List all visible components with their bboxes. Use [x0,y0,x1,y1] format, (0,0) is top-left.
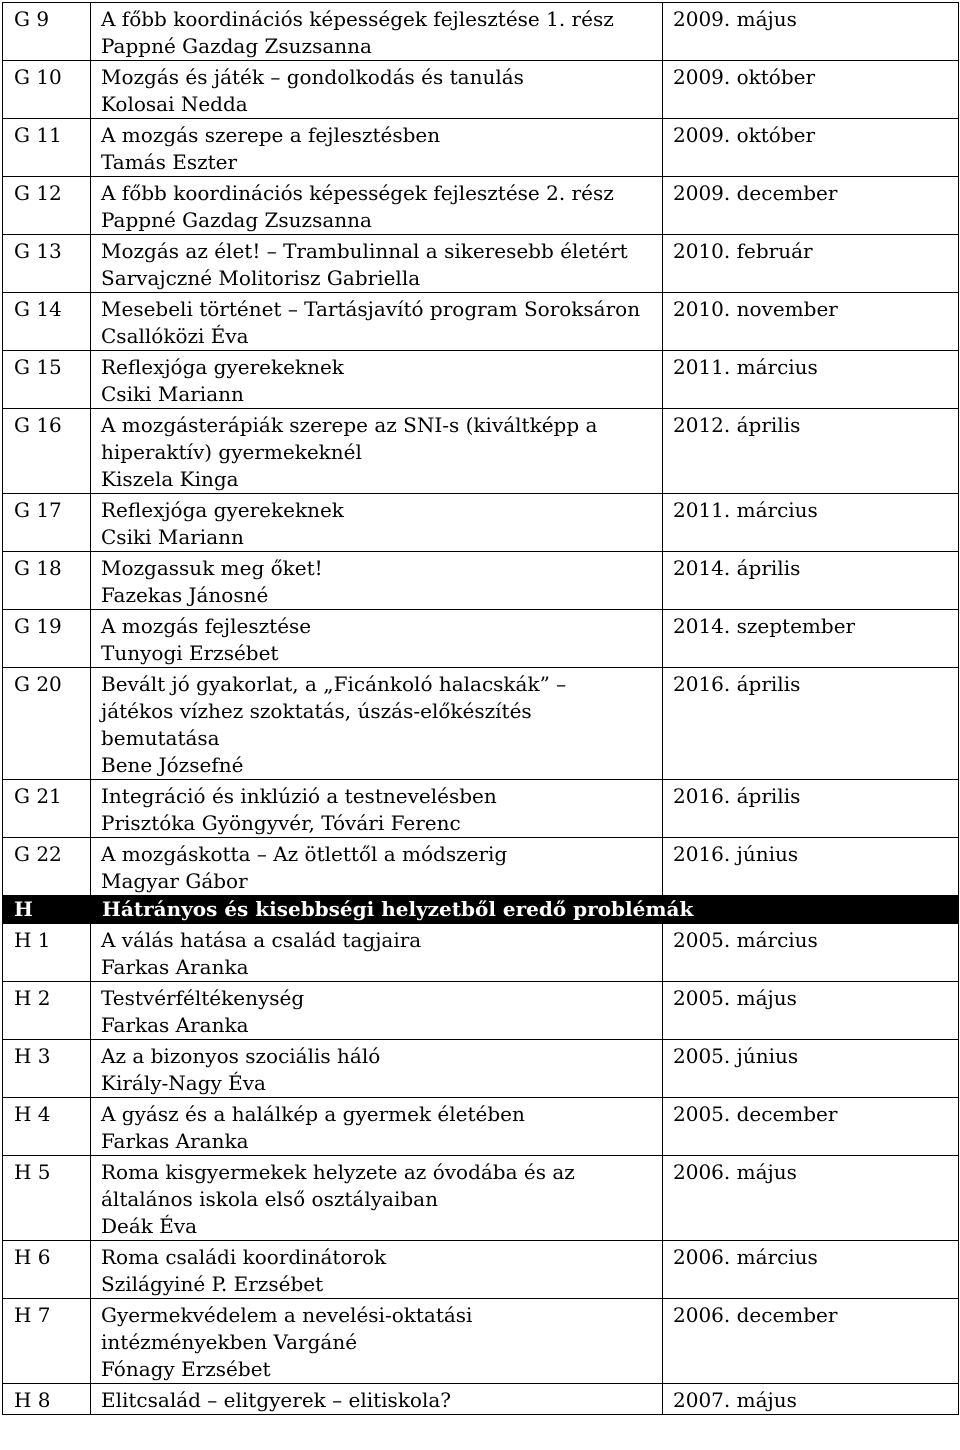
row-date: 2009. október [663,61,959,119]
row-date: 2005. június [663,1040,959,1098]
row-title-cell [91,1384,663,1415]
table-row [3,1241,959,1299]
row-code: G 16 [3,409,91,494]
row-title-cell [91,1299,663,1384]
table-row [3,1384,959,1415]
row-title-cell [91,3,663,61]
row-date: 2006. május [663,1156,959,1241]
row-date: 2006. március [663,1241,959,1299]
row-title-cell [91,235,663,293]
row-title-cell [91,610,663,668]
row-title: Roma családi koordinátorok [101,1245,387,1269]
row-author: Farkas Aranka [101,1129,249,1153]
row-date: 2009. december [663,177,959,235]
row-date: 2005. március [663,924,959,982]
row-author: Csiki Mariann [101,525,244,549]
row-title-cell [91,552,663,610]
row-author: Szilágyiné P. Erzsébet [101,1272,324,1296]
table-row [3,409,959,494]
table-row [3,235,959,293]
row-code: G 20 [3,668,91,780]
row-code: G 10 [3,61,91,119]
row-title-cell [91,780,663,838]
row-author: Csallóközi Éva [101,324,249,348]
table-row [3,1156,959,1241]
row-code: G 17 [3,494,91,552]
row-date: 2005. május [663,982,959,1040]
row-author: Farkas Aranka [101,1013,249,1037]
row-date: 2011. március [663,494,959,552]
row-title: A válás hatása a család tagjaira [101,928,422,952]
row-title: A mozgásterápiák szerepe az SNI-s (kiváltképp a hiperaktív) gyermekeknél [101,413,598,464]
row-title: Gyermekvédelem a nevelési-oktatási intézményekben Vargáné [101,1303,473,1354]
row-date: 2006. december [663,1299,959,1384]
table-row [3,924,959,982]
row-code: H 8 [3,1384,91,1415]
table-row [3,838,959,896]
row-author: Pappné Gazdag Zsuzsanna [101,34,372,58]
row-code: G 21 [3,780,91,838]
row-date: 2009. október [663,119,959,177]
row-title: Mozgassuk meg őket! [101,556,323,580]
row-code: H 3 [3,1040,91,1098]
table-row [3,1299,959,1384]
table-row [3,552,959,610]
row-title: Mozgás és játék – gondolkodás és tanulás [101,65,524,89]
row-date: 2005. december [663,1098,959,1156]
row-title: Integráció és inklúzió a testnevelésben [101,784,497,808]
row-title-cell [91,1241,663,1299]
row-code: G 12 [3,177,91,235]
row-title: Bevált jó gyakorlat, a „Ficánkoló halacskák” – játékos vízhez szoktatás, úszás-előkészítés bemutatása [101,672,567,750]
row-author: Tunyogi Erzsébet [101,641,279,665]
row-author: Pappné Gazdag Zsuzsanna [101,208,372,232]
row-title: A főbb koordinációs képességek fejlesztése 1. rész [101,7,614,31]
row-author: Magyar Gábor [101,869,248,893]
row-code: G 13 [3,235,91,293]
row-author: Fazekas Jánosné [101,583,269,607]
table-row [3,177,959,235]
row-date: 2016. április [663,668,959,780]
row-date: 2014. szeptember [663,610,959,668]
row-title-cell [91,494,663,552]
row-title: A gyász és a halálkép a gyermek életében [101,1102,525,1126]
row-code: G 19 [3,610,91,668]
row-title-cell [91,351,663,409]
table-row [3,982,959,1040]
row-title-cell [91,838,663,896]
row-date: 2014. április [663,552,959,610]
row-code: H 2 [3,982,91,1040]
row-code: H 7 [3,1299,91,1384]
table-row [3,1098,959,1156]
row-author: Csiki Mariann [101,382,244,406]
row-title-cell [91,409,663,494]
row-date: 2010. november [663,293,959,351]
row-code: G 11 [3,119,91,177]
row-title-cell [91,293,663,351]
row-title: Reflexjóga gyerekeknek [101,355,344,379]
table-row [3,61,959,119]
table-row [3,119,959,177]
section-header-row [3,896,959,924]
row-title: Reflexjóga gyerekeknek [101,498,344,522]
row-title-cell [91,1098,663,1156]
row-title: A mozgás fejlesztése [101,614,312,638]
row-date: 2009. május [663,3,959,61]
row-title: A mozgás szerepe a fejlesztésben [101,123,441,147]
row-code: G 14 [3,293,91,351]
row-code: G 15 [3,351,91,409]
row-title-cell [91,982,663,1040]
table-row [3,780,959,838]
row-author: Prisztóka Gyöngyvér, Tóvári Ferenc [101,811,461,835]
table-row [3,293,959,351]
row-author: Kolosai Nedda [101,92,248,116]
row-date: 2012. április [663,409,959,494]
row-code: H 6 [3,1241,91,1299]
row-author: Farkas Aranka [101,955,249,979]
row-date: 2007. május [663,1384,959,1415]
row-title: A mozgáskotta – Az ötlettől a módszerig [101,842,508,866]
row-title: Elitcsalád – elitgyerek – elitiskola? [101,1388,452,1412]
row-title-cell [91,668,663,780]
row-title-cell [91,1156,663,1241]
row-date: 2016. június [663,838,959,896]
table-row [3,610,959,668]
publication-table [2,2,959,1415]
section-code: H [3,896,91,924]
row-code: H 5 [3,1156,91,1241]
row-title-cell [91,61,663,119]
row-date: 2016. április [663,780,959,838]
row-author: Fónagy Erzsébet [101,1357,271,1381]
row-title: Testvérféltékenység [101,986,305,1010]
table-row [3,668,959,780]
row-title: Mesebeli történet – Tartásjavító program Soroksáron [101,297,641,321]
row-code: G 9 [3,3,91,61]
row-title: A főbb koordinációs képességek fejlesztése 2. rész [101,181,614,205]
table-row [3,3,959,61]
row-title: Az a bizonyos szociális háló [101,1044,381,1068]
row-title: Mozgás az élet! – Trambulinnal a sikeresebb életért [101,239,628,263]
row-title-cell [91,924,663,982]
row-date: 2011. március [663,351,959,409]
row-author: Tamás Eszter [101,150,238,174]
table-row [3,1040,959,1098]
row-title: Roma kisgyermekek helyzete az óvodába és az általános iskola első osztályaiban [101,1160,575,1211]
row-date: 2010. február [663,235,959,293]
row-author: Bene Józsefné [101,753,244,777]
table-row [3,494,959,552]
row-title-cell [91,1040,663,1098]
row-code: G 18 [3,552,91,610]
row-title-cell [91,177,663,235]
row-author: Sarvajczné Molitorisz Gabriella [101,266,421,290]
row-author: Deák Éva [101,1214,198,1238]
table-row [3,351,959,409]
row-code: H 1 [3,924,91,982]
section-title: Hátrányos és kisebbségi helyzetből eredő problémák [91,896,959,924]
row-author: Kiszela Kinga [101,467,239,491]
row-code: G 22 [3,838,91,896]
row-author: Király-Nagy Éva [101,1071,266,1095]
row-code: H 4 [3,1098,91,1156]
row-title-cell [91,119,663,177]
